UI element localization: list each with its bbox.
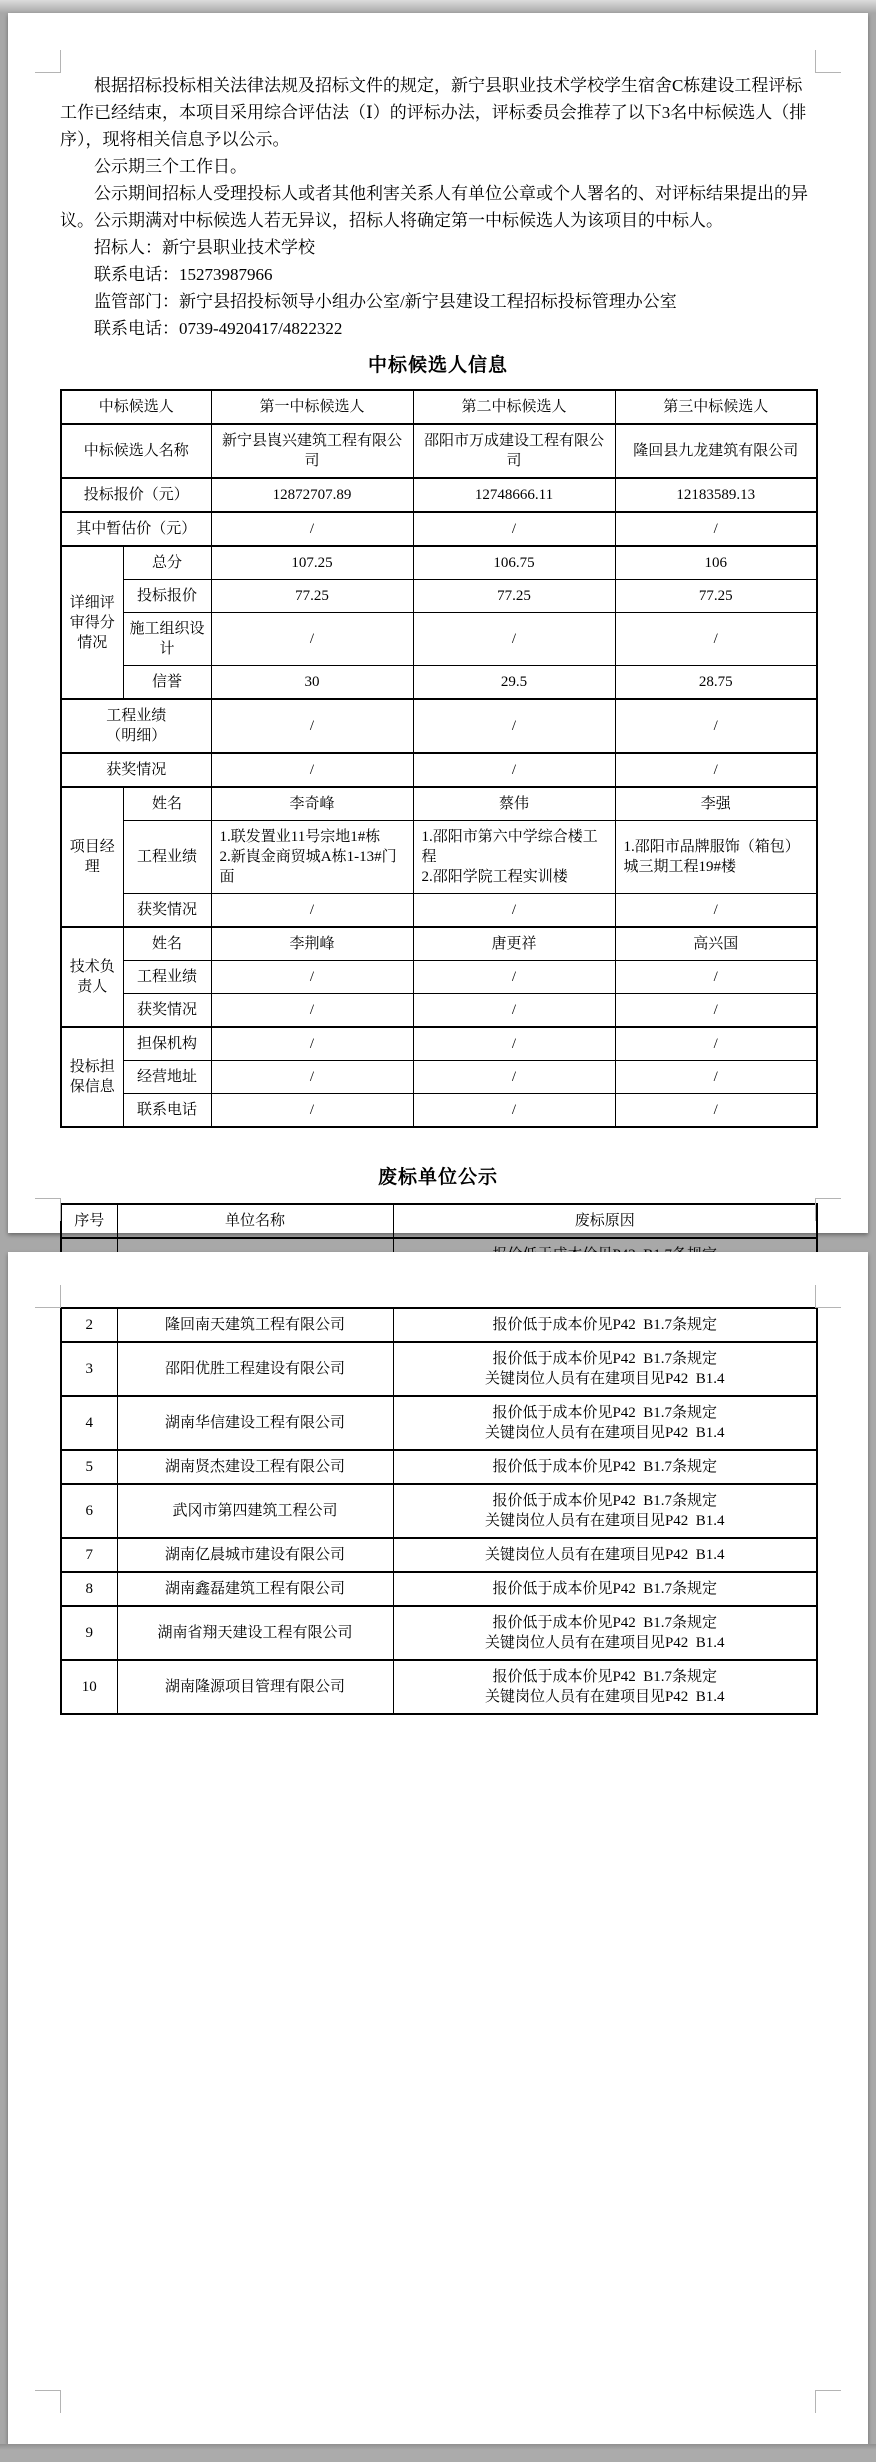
table-cell: 28.75 [615,666,817,700]
table-cell: 12183589.13 [615,478,817,512]
margin-crop-mark [35,1285,61,1308]
margin-crop-mark [815,2390,841,2413]
table-cell: 第三中标候选人 [615,390,817,424]
rejected-bids-title: 废标单位公示 [377,1167,498,1188]
table-cell: 报价低于成本价见P42 B1.7条规定 [393,1308,817,1342]
table-cell: 施工组织设计 [123,613,211,666]
table-cell: / [615,1027,817,1061]
table-cell: / [413,994,615,1028]
table-cell: 邵阳优胜工程建设有限公司 [117,1342,393,1396]
table-cell: / [615,894,817,928]
table-cell: 新宁县崀兴建筑工程有限公司 [211,424,413,478]
margin-crop-mark [815,1285,841,1308]
table-cell: 投标报价（元） [61,478,211,512]
line-tenderer-phone: 联系电话：15273987966 [94,265,273,284]
table-cell: / [211,1094,413,1128]
table-cell: 其中暂估价（元） [61,512,211,546]
winning-candidates-table [60,389,818,1128]
table-cell: 联系电话 [123,1094,211,1128]
table-cell: / [211,994,413,1028]
table-cell: / [211,753,413,787]
table-cell: 中标候选人名称 [61,424,211,478]
table-cell: 姓名 [123,927,211,961]
table-cell: 报价低于成本价见P42 B1.7条规定 [393,1450,817,1484]
table-cell: 77.25 [413,580,615,613]
table-cell: 湖南隆源项目管理有限公司 [117,1660,393,1714]
line-supervision-dept: 监管部门：新宁县招投标领导小组办公室/新宁县建设工程招标投标管理办公室 [94,292,677,311]
table-cell: 武冈市第四建筑工程公司 [117,1484,393,1538]
table-cell: 9 [61,1606,117,1660]
table-cell: 30 [211,666,413,700]
table-cell: / [615,1094,817,1128]
table-cell: / [211,894,413,928]
page-1 [8,13,868,1233]
table-cell: 湖南鑫磊建筑工程有限公司 [117,1572,393,1606]
table-cell: 总分 [123,546,211,580]
table-cell: / [413,613,615,666]
table-cell: 第一中标候选人 [211,390,413,424]
table-cell: 第二中标候选人 [413,390,615,424]
table-cell: 废标原因 [393,1204,817,1238]
table-cell: 获奖情况 [123,994,211,1028]
line-tenderer: 招标人：新宁县职业技术学校 [94,238,315,257]
table-cell: 106.75 [413,546,615,580]
table-cell: / [615,613,817,666]
table-cell: 报价低于成本价见P42 B1.7条规定 关键岗位人员有在建项目见P42 B1.4 [393,1484,817,1538]
table-cell: 经营地址 [123,1061,211,1094]
rejected-bids-table-page2 [60,1307,818,1715]
table-cell: / [413,1094,615,1128]
table-cell: 湖南亿晨城市建设有限公司 [117,1538,393,1572]
table-cell: / [615,1061,817,1094]
table-cell: 10 [61,1660,117,1714]
table-cell: / [615,753,817,787]
margin-crop-mark [815,1198,841,1221]
table-cell: 7 [61,1538,117,1572]
table-cell: 中标候选人 [61,390,211,424]
table-cell: 获奖情况 [61,753,211,787]
table-cell: 12872707.89 [211,478,413,512]
table-cell: 3 [61,1342,117,1396]
table-cell: 6 [61,1484,117,1538]
table-cell: 工程业绩 [123,821,211,894]
table-cell: 隆回县九龙建筑有限公司 [615,424,817,478]
table-cell: 4 [61,1396,117,1450]
table-cell: 报价低于成本价见P42 B1.7条规定 关键岗位人员有在建项目见P42 B1.4 [393,1660,817,1714]
paragraph-publicity-period: 公示期三个工作日。 [94,157,247,176]
table-cell: 湖南华信建设工程有限公司 [117,1396,393,1450]
table-cell: / [413,894,615,928]
table-cell: / [211,1061,413,1094]
table-cell: / [413,961,615,994]
table-cell: 关键岗位人员有在建项目见P42 B1.4 [393,1538,817,1572]
table-cell: 报价低于成本价见P42 B1.7条规定 关键岗位人员有在建项目见P42 B1.4 [393,1342,817,1396]
table-cell: / [615,512,817,546]
table-cell: 报价低于成本价见P42 B1.7条规定 关键岗位人员有在建项目见P42 B1.4 [393,1606,817,1660]
table-cell: 隆回南天建筑工程有限公司 [117,1308,393,1342]
table-cell: 李荆峰 [211,927,413,961]
table-cell: / [211,512,413,546]
table-cell: 工程业绩 [123,961,211,994]
margin-crop-mark [815,50,841,73]
table-cell: 1.联发置业11号宗地1#栋 2.新崀金商贸城A栋1-13#门面 [211,821,413,894]
margin-crop-mark [35,2390,61,2413]
margin-crop-mark [35,1198,61,1221]
table-cell: 高兴国 [615,927,817,961]
table-cell: / [211,699,413,753]
table-cell: 获奖情况 [123,894,211,928]
page-2 [8,1252,868,2444]
viewer-bottom-gutter [0,2444,876,2462]
table-cell: 77.25 [211,580,413,613]
table-cell: 李强 [615,787,817,821]
table-cell: 1.邵阳市品牌服饰（箱包）城三期工程19#楼 [615,821,817,894]
table-cell: / [413,699,615,753]
table-cell: 29.5 [413,666,615,700]
viewer-top-gutter [0,0,876,13]
group-label-tech-lead: 技术负责人 [61,927,123,1027]
table-cell: 1.邵阳市第六中学综合楼工程 2.邵阳学院工程实训楼 [413,821,615,894]
table-cell: 湖南贤杰建设工程有限公司 [117,1450,393,1484]
table-cell: / [413,753,615,787]
table-cell: 5 [61,1450,117,1484]
table-cell: 姓名 [123,787,211,821]
table-cell: 8 [61,1572,117,1606]
table-cell: / [413,1027,615,1061]
table-cell: 蔡伟 [413,787,615,821]
table-cell: 担保机构 [123,1027,211,1061]
table-cell: / [615,699,817,753]
table-cell: / [211,1027,413,1061]
table-cell: 2 [61,1308,117,1342]
table-cell: 邵阳市万成建设工程有限公司 [413,424,615,478]
table-cell: 107.25 [211,546,413,580]
table-cell: / [615,961,817,994]
paragraph-intro: 根据招标投标相关法律法规及招标文件的规定，新宁县职业技术学校学生宿舍C栋建设工程评标工作已经结束，本项目采用综合评估法（Ⅰ）的评标办法，评标委员会推荐了以下3名中标候选人（排序），现将相关信息予以公示。 [60,76,807,149]
table-cell: 报价低于成本价见P42 B1.7条规定 [393,1572,817,1606]
table-cell: 李奇峰 [211,787,413,821]
group-label-detail-score: 详细评审得分情况 [61,546,123,699]
table-cell: 106 [615,546,817,580]
table-cell: / [211,613,413,666]
table-cell: 单位名称 [117,1204,393,1238]
table-cell: 报价低于成本价见P42 B1.7条规定 关键岗位人员有在建项目见P42 B1.4 [393,1396,817,1450]
table-cell: 湖南省翔天建设工程有限公司 [117,1606,393,1660]
table-cell: / [615,994,817,1028]
table-cell: / [413,1061,615,1094]
group-label-project-manager: 项目经理 [61,787,123,927]
table-cell: 12748666.11 [413,478,615,512]
paragraph-objection: 公示期间招标人受理投标人或者其他利害关系人有单位公章或个人署名的、对评标结果提出的异议。公示期满对中标候选人若无异议，招标人将确定第一中标候选人为该项目的中标人。 [60,184,808,230]
table-cell: 77.25 [615,580,817,613]
table-cell: 信誉 [123,666,211,700]
group-label-bid-guarantee: 投标担保信息 [61,1027,123,1127]
table-cell: 投标报价 [123,580,211,613]
margin-crop-mark [35,50,61,73]
table-cell: 唐更祥 [413,927,615,961]
table-cell: / [413,512,615,546]
table-cell: / [211,961,413,994]
winning-candidates-title: 中标候选人信息 [367,355,508,376]
line-supervision-phone: 联系电话：0739-4920417/4822322 [94,319,343,338]
table-cell: 序号 [61,1204,117,1238]
table-cell: 工程业绩 （明细） [61,699,211,753]
